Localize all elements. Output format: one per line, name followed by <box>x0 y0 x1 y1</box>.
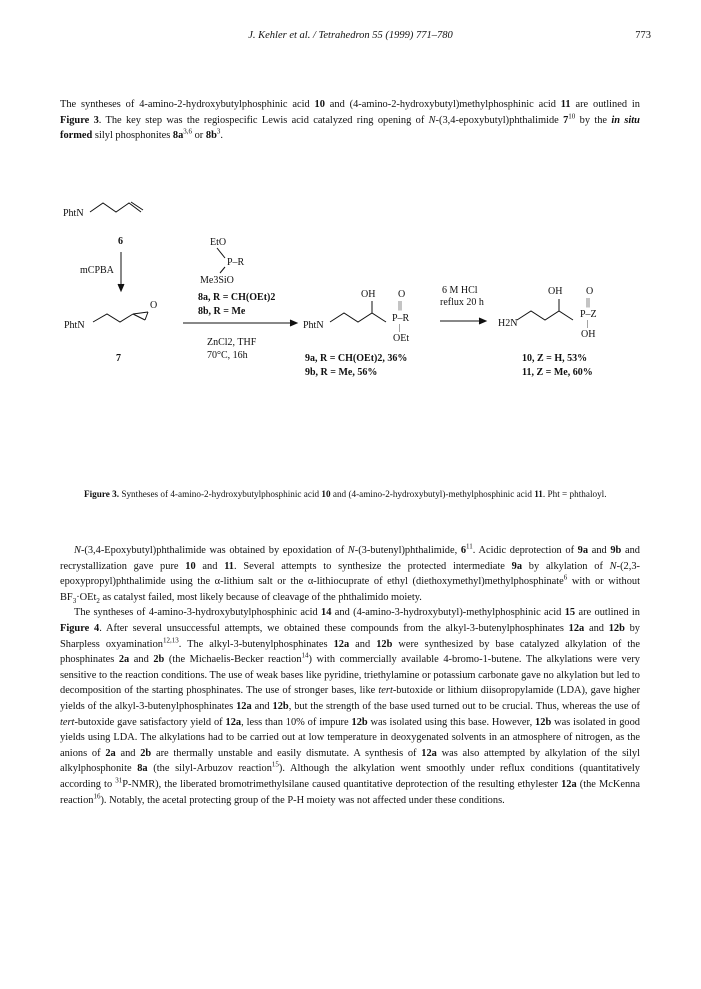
intermediate-oet: OEt <box>393 333 410 344</box>
mcpba-arrowhead <box>118 284 124 291</box>
phosphonite-eto: EtO <box>210 237 227 248</box>
product-pz: P–Z <box>580 309 597 320</box>
product-single-bond: | <box>587 319 589 328</box>
running-header: J. Kehler et al. / Tetrahedron 55 (1999) 771–780 <box>248 30 453 41</box>
intermediate-single-bond: | <box>399 323 401 332</box>
phosphonite-pr: P–R <box>227 257 245 268</box>
epoxide-ring-bond-b <box>133 312 148 314</box>
intermediate-double-bond: || <box>398 300 403 311</box>
figure-caption: Figure 3. Syntheses of 4-amino-2-hydroxybutylphosphinic acid 10 and (4-amino-2-hydroxybutyl)-methylphosphinic acid 11. Pht = phthaloyl. <box>84 489 607 499</box>
step2-arrowhead <box>479 318 486 324</box>
epoxide-ring-bond-a <box>133 314 145 320</box>
start-chain-bond <box>90 203 141 212</box>
intermediate-chain-bond <box>330 313 386 322</box>
product-11: 11, Z = Me, 60% <box>522 367 593 378</box>
phosphonite-8a: 8a, R = CH(OEt)2 <box>198 292 276 303</box>
product-10: 10, Z = H, 53% <box>522 353 588 364</box>
step1-arrowhead <box>290 320 297 326</box>
intermediate-oxo: O <box>398 289 406 300</box>
paragraph-epoxidation: N-(3,4-Epoxybutyl)phthalimide was obtained by epoxidation of N-(3-butenyl)phthalimide, $6^{11}$. Acidic deprotection of 9a and 9b and recrystallization gave pure 10 and 11. Several attempts to synthesize the protected intermediate 9a by alkylation of N-(2,3-epoxypropyl)phthalimide using the α-lithium salt or the α-lithiocuprate of ethyl (diethoxymethyl)methylphosphinate$^6$ with or without $BF_3\cdot OEt_2$ as catalyst failed, most likely because of cleavage of the phthalimido moiety. <box>60 542 640 605</box>
epoxide-oxygen: O <box>150 300 158 311</box>
product-oh: OH <box>548 286 563 297</box>
epoxide-number: 7 <box>116 353 121 364</box>
epoxide-ring-bond-c <box>145 312 148 320</box>
intermediate-pr: P–R <box>392 313 410 324</box>
intermediate-phtn: PhtN <box>303 320 324 331</box>
epoxide-phtn-label: PhtN <box>64 320 85 331</box>
step1-condition-a: ZnCl2, THF <box>207 337 257 348</box>
paragraph-syntheses: The syntheses of 4-amino-3-hydroxybutylphosphinic acid 14 and (4-amino-3-hydroxybutyl)-methylphosphinic acid 15 are outlined in Figure 4. After several unsuccessful attempts, we obtained these compounds from the alkyl-3-butenylphosphinates 12a and 12b by Sharpless oxyamination$^{12,13}$. The alkyl-3-butenylphosphinates 12a and 12b were synthesized by base catalyzed alkylation of the phosphinates 2a and 2b (the Michaelis-Becker reaction$^{14}$) with commercially available 4-bromo-1-butene. The alkylations were very sensitive to the reaction conditions. The use of weak bases like pyridine, triethylamine or potassium carbonate gave no alkylation but led to decomposition of the starting phosphinates. The use of stronger bases, like tert-butoxide or lithium diisopropylamide (LDA), gave higher yields of the alkyl-3-butenylphosphinates 12a and 12b, but the strength of the base used turned out to be crucial. Thus, whereas the use of tert-butoxide gave satisfactory yield of 12a, less than 10% of impure 12b was isolated using this base. However, 12b was isolated in good yields using LDA. The alkylations had to be carried out at low temperature in deoxygenated solvents in an atmosphere of nitrogen, as the anions of 2a and 2b are thermally unstable and easily dismutate. A synthesis of 12a was also attempted by alkylation of the silyl alkylphosphonite 8a (the silyl-Arbuzov reaction$^{15}$). Although the alkylation went smoothly under reflux conditions (quantitatively according to $^{31}$P-NMR), the liberated bromotrimethylsilane caused quantitative deprotection of the resulting ethylester 12a (the McKenna reaction$^{16}$). Notably, the acetal protecting group of the P-H moiety was not affected under these conditions. <box>60 607 641 806</box>
phosphonite-eto-bond <box>217 248 225 258</box>
product-h2n: H2N <box>498 318 518 329</box>
intro-paragraph: The syntheses of 4-amino-2-hydroxybutylphosphinic acid 10 and (4-amino-2-hydroxybutyl)methylphosphinic acid 11 are outlined in Figure 3. The key step was the regiospecific Lewis acid catalyzed ring opening of N-(3,4-epoxybutyl)phthalimide $7^{10}$ by the in situ formed silyl phosphonites $8a^{3,6}$ or $8b^3$. <box>60 99 640 142</box>
intermediate-9b: 9b, R = Me, 56% <box>305 367 378 378</box>
start-phtn-label: PhtN <box>63 208 84 219</box>
epoxide-chain-bond <box>93 314 133 322</box>
page-number: 773 <box>635 30 651 41</box>
phosphonite-8b: 8b, R = Me <box>198 306 246 317</box>
intermediate-9a: 9a, R = CH(OEt)2, 36% <box>305 353 408 364</box>
product-chain-bond <box>517 311 573 320</box>
body-paragraphs <box>60 543 640 808</box>
step2-condition-b: reflux 20 h <box>440 297 484 308</box>
start-number: 6 <box>118 236 123 247</box>
product-double-bond: || <box>586 297 591 308</box>
mcpba-label: mCPBA <box>80 265 114 276</box>
phosphonite-sio-bond <box>220 267 225 273</box>
step1-condition-b: 70°C, 16h <box>207 350 248 361</box>
intermediate-oh: OH <box>361 289 376 300</box>
product-oxo: O <box>586 286 594 297</box>
product-oh-bottom: OH <box>581 329 596 340</box>
step2-condition-a: 6 M HCl <box>442 285 478 296</box>
phosphonite-me3sio: Me3SiO <box>200 275 234 286</box>
